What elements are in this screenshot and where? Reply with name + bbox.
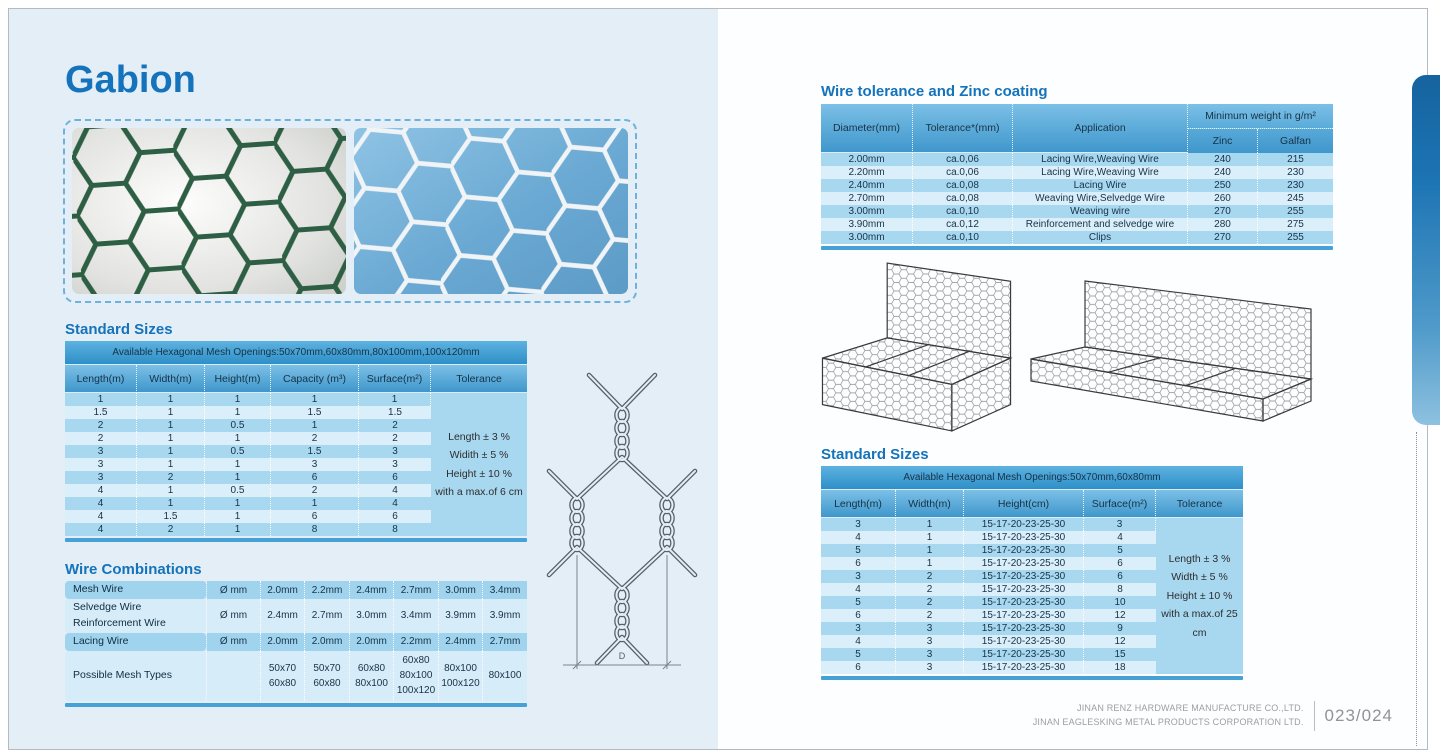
table-cell: 3 — [896, 635, 964, 648]
table-cell: Lacing Wire — [1013, 179, 1188, 192]
page-number: 023/024 — [1324, 706, 1393, 725]
table-cell: 4 — [359, 497, 431, 510]
table-cell: 1 — [137, 406, 205, 419]
wire-tolerance-heading: Wire tolerance and Zinc coating — [821, 83, 1048, 100]
table-cell: 3 — [359, 458, 431, 471]
right-standard-sizes-heading: Standard Sizes — [821, 446, 929, 463]
row-label: Selvedge Wire Reinforcement Wire — [65, 599, 207, 633]
table-cell: 60x80 80x100 — [350, 651, 394, 701]
table-cell: 3 — [896, 648, 964, 661]
table-row — [821, 218, 1333, 231]
column-header: Length(m) — [65, 365, 137, 393]
table-cell: 6 — [1084, 570, 1156, 583]
table-cell: 2.7mm — [483, 633, 527, 651]
table-cell: 4 — [65, 523, 137, 536]
table-cell: 10 — [1084, 596, 1156, 609]
hex-mesh-cell-drawing — [537, 357, 713, 679]
table-cell: 2 — [359, 432, 431, 445]
table-cell: 1 — [137, 419, 205, 432]
table-cell: 3 — [359, 445, 431, 458]
page-title: Gabion — [65, 59, 196, 101]
tolerance-note: Length ± 3 % Widith ± 5 % Height ± 10 % with a max.of 6 cm — [431, 393, 527, 536]
table-cell: 0.5 — [205, 445, 271, 458]
table-cell: 240 — [1188, 166, 1258, 179]
column-header: Height(cm) — [964, 490, 1084, 518]
left-standard-sizes-table — [65, 341, 527, 542]
company-names — [1033, 702, 1304, 730]
mesh-openings-note: Available Hexagonal Mesh Openings:50x70mm,60x80mm,80x100mm,100x120mm — [65, 341, 527, 365]
table-cell: 2.2mm — [305, 581, 350, 599]
table-cell: 4 — [65, 497, 137, 510]
wire-combinations-heading: Wire Combinations — [65, 561, 202, 578]
table-cell: 15-17-20-23-25-30 — [964, 622, 1084, 635]
photo-galvanized-mesh — [354, 128, 628, 294]
company-line-2: JINAN EAGLESKING METAL PRODUCTS CORPORATION LTD. — [1032, 717, 1304, 727]
table-cell: 3 — [65, 471, 137, 484]
table-cell: 2.0mm — [350, 633, 394, 651]
table-cell: 6 — [821, 609, 896, 622]
table-cell: 15-17-20-23-25-30 — [964, 518, 1084, 531]
table-cell: 6 — [1084, 557, 1156, 570]
gabion-mattress-drawing-large — [1023, 271, 1323, 439]
table-cell: 1 — [896, 557, 964, 570]
table-cell: 3.4mm — [394, 599, 439, 633]
table-cell: 270 — [1188, 205, 1258, 218]
table-cell: 2.20mm — [821, 166, 913, 179]
diameter-symbol-cell: Ø mm — [207, 581, 261, 599]
table-cell: 270 — [1188, 231, 1258, 244]
table-cell: 50x70 60x80 — [261, 651, 305, 701]
table-cell: ca.0,10 — [913, 231, 1013, 244]
table-cell: 15-17-20-23-25-30 — [964, 661, 1084, 674]
photo-green-pvc-mesh — [72, 128, 346, 294]
table-cell: 1.5 — [137, 510, 205, 523]
table-cell: Reinforcement and selvedge wire — [1013, 218, 1188, 231]
table-cell: 3.00mm — [821, 231, 913, 244]
table-cell: 230 — [1258, 166, 1333, 179]
table-cell: 1 — [65, 393, 137, 406]
table-cell: 15-17-20-23-25-30 — [964, 648, 1084, 661]
table-cell: 2.4mm — [350, 581, 394, 599]
table-cell: ca.0,06 — [913, 153, 1013, 166]
table-cell: 1 — [205, 393, 271, 406]
table-cell: 2 — [896, 583, 964, 596]
table-cell: 1 — [137, 445, 205, 458]
table-cell: 15-17-20-23-25-30 — [964, 570, 1084, 583]
column-header: Diameter(mm) — [821, 104, 913, 153]
column-header: Height(m) — [205, 365, 271, 393]
table-cell: 12 — [1084, 609, 1156, 622]
table-cell: 15-17-20-23-25-30 — [964, 609, 1084, 622]
column-header: Capacity (m³) — [271, 365, 359, 393]
table-cell: 215 — [1258, 153, 1333, 166]
table-cell: 3 — [821, 570, 896, 583]
table-accent-bar — [821, 676, 1243, 680]
table-cell: 2 — [65, 419, 137, 432]
table-cell: 2.2mm — [394, 633, 439, 651]
column-header: Galfan — [1258, 129, 1333, 153]
table-cell: 3 — [271, 458, 359, 471]
table-row — [65, 581, 527, 599]
table-row — [821, 205, 1333, 218]
table-cell: 2 — [359, 419, 431, 432]
table-cell: 6 — [359, 510, 431, 523]
table-cell: 275 — [1258, 218, 1333, 231]
table-cell: 260 — [1188, 192, 1258, 205]
table-cell: 15-17-20-23-25-30 — [964, 635, 1084, 648]
table-cell: 3.90mm — [821, 218, 913, 231]
table-cell: 3.0mm — [439, 581, 483, 599]
table-cell: 1 — [137, 484, 205, 497]
row-label: Lacing Wire — [65, 633, 207, 651]
table-cell: 1 — [137, 497, 205, 510]
table-cell: 1 — [137, 432, 205, 445]
table-row — [821, 231, 1333, 244]
mesh-openings-note: Available Hexagonal Mesh Openings:50x70mm,60x80mm — [821, 466, 1243, 490]
right-page — [718, 9, 1427, 749]
table-cell: 2.7mm — [305, 599, 350, 633]
column-header: Surface(m²) — [1084, 490, 1156, 518]
table-cell: 230 — [1258, 179, 1333, 192]
row-label: Mesh Wire — [65, 581, 207, 599]
wire-tolerance-table — [821, 104, 1333, 250]
table-cell: 3 — [65, 458, 137, 471]
table-cell: ca.0,10 — [913, 205, 1013, 218]
diameter-symbol-cell — [207, 651, 261, 701]
table-cell: 2 — [896, 570, 964, 583]
table-cell: 1 — [271, 393, 359, 406]
table-cell: 5 — [1084, 544, 1156, 557]
table-cell: 6 — [821, 661, 896, 674]
table-cell: 80x100 100x120 — [439, 651, 483, 701]
table-cell: 1 — [205, 432, 271, 445]
table-cell: 15-17-20-23-25-30 — [964, 596, 1084, 609]
table-cell: 0.5 — [205, 419, 271, 432]
tolerance-note: Length ± 3 % Width ± 5 % Height ± 10 % with a max.of 25 cm — [1156, 518, 1243, 674]
table-cell: 2 — [896, 609, 964, 622]
table-cell: 0.5 — [205, 484, 271, 497]
table-row — [65, 633, 527, 651]
gabion-box-illustration — [803, 257, 1028, 439]
table-cell: 280 — [1188, 218, 1258, 231]
table-row — [821, 518, 1243, 531]
table-cell: 8 — [359, 523, 431, 536]
table-cell: 255 — [1258, 205, 1333, 218]
table-cell: 1 — [271, 419, 359, 432]
diameter-symbol-cell: Ø mm — [207, 599, 261, 633]
row-label: Possible Mesh Types — [65, 651, 207, 701]
table-cell: 15-17-20-23-25-30 — [964, 557, 1084, 570]
table-cell: 3 — [896, 661, 964, 674]
table-cell: 4 — [65, 484, 137, 497]
table-cell: 6 — [271, 510, 359, 523]
column-header: Surface(m²) — [359, 365, 431, 393]
table-cell: 2.0mm — [261, 633, 305, 651]
table-cell: ca.0,12 — [913, 218, 1013, 231]
table-cell: 1.5 — [359, 406, 431, 419]
table-row — [821, 166, 1333, 179]
table-cell: 2.00mm — [821, 153, 913, 166]
table-cell: 2 — [137, 523, 205, 536]
table-cell: 2 — [271, 432, 359, 445]
page-footer — [821, 701, 1393, 731]
company-line-1: JINAN RENZ HARDWARE MANUFACTURE CO.,LTD. — [1077, 703, 1304, 714]
table-cell: 2.4mm — [261, 599, 305, 633]
gabion-mattress-illustration — [1023, 271, 1323, 439]
green-hex-mesh-image — [72, 128, 346, 294]
footer-divider — [1314, 701, 1315, 731]
table-cell: 1 — [896, 531, 964, 544]
table-cell: 1 — [271, 497, 359, 510]
table-cell: 1.5 — [271, 445, 359, 458]
table-cell: 3 — [65, 445, 137, 458]
table-cell: 60x80 80x100 100x120 — [394, 651, 439, 701]
table-cell: 1 — [205, 523, 271, 536]
table-cell: 1 — [205, 406, 271, 419]
table-cell: Weaving Wire,Selvedge Wire — [1013, 192, 1188, 205]
table-cell: 9 — [1084, 622, 1156, 635]
table-cell: 3 — [1084, 518, 1156, 531]
table-cell: 3.4mm — [483, 581, 527, 599]
gabion-basket-drawing-small — [803, 257, 1028, 439]
hex-mesh-diagram — [537, 357, 713, 679]
table-cell: 8 — [1084, 583, 1156, 596]
left-standard-sizes-heading: Standard Sizes — [65, 321, 173, 338]
table-row — [65, 599, 527, 633]
table-row — [821, 192, 1333, 205]
weight-group-header: Minimum weight in g/m² — [1188, 104, 1333, 129]
table-cell: 3.9mm — [439, 599, 483, 633]
page-edge-dotted-line — [1416, 432, 1417, 746]
right-standard-sizes-table — [821, 466, 1243, 680]
table-cell: 1 — [359, 393, 431, 406]
dimension-label: D — [618, 651, 626, 661]
catalog-spread — [8, 8, 1428, 750]
column-header: Tolerance — [431, 365, 527, 393]
column-header-row — [821, 490, 1243, 518]
table-cell: 2 — [896, 596, 964, 609]
table-cell: Clips — [1013, 231, 1188, 244]
column-header-row — [65, 365, 527, 393]
table-cell: 15-17-20-23-25-30 — [964, 583, 1084, 596]
table-cell: 3 — [896, 622, 964, 635]
table-cell: 1 — [205, 471, 271, 484]
table-cell: 3.00mm — [821, 205, 913, 218]
galvanized-hex-mesh-image — [354, 128, 628, 294]
table-cell: 15-17-20-23-25-30 — [964, 531, 1084, 544]
table-row — [821, 153, 1333, 166]
table-cell: 2.40mm — [821, 179, 913, 192]
table-cell: 245 — [1258, 192, 1333, 205]
column-header: Zinc — [1188, 129, 1258, 153]
table-cell: 3.9mm — [483, 599, 527, 633]
table-cell: ca.0,08 — [913, 179, 1013, 192]
table-cell: ca.0,08 — [913, 192, 1013, 205]
table-accent-bar — [821, 246, 1333, 250]
column-header: Tolerance — [1156, 490, 1243, 518]
table-cell: 1 — [896, 544, 964, 557]
table-cell: 1.5 — [271, 406, 359, 419]
table-cell: 1 — [205, 497, 271, 510]
table-cell: 4 — [821, 635, 896, 648]
table-cell: 15-17-20-23-25-30 — [964, 544, 1084, 557]
table-cell: 4 — [1084, 531, 1156, 544]
table-cell: Lacing Wire,Weaving Wire — [1013, 166, 1188, 179]
table-cell: 1 — [137, 458, 205, 471]
table-cell: 2 — [65, 432, 137, 445]
table-cell: 2 — [271, 484, 359, 497]
table-cell: 250 — [1188, 179, 1258, 192]
table-cell: 3 — [821, 518, 896, 531]
table-cell: 8 — [271, 523, 359, 536]
table-cell: 5 — [821, 544, 896, 557]
table-cell: 3 — [821, 622, 896, 635]
column-header: Width(m) — [137, 365, 205, 393]
table-cell: 2 — [137, 471, 205, 484]
table-cell: 15 — [1084, 648, 1156, 661]
diameter-symbol-cell: Ø mm — [207, 633, 261, 651]
page-edge-tab — [1412, 75, 1440, 425]
table-cell: 50x70 60x80 — [305, 651, 350, 701]
table-cell: 2.7mm — [394, 581, 439, 599]
table-row — [65, 651, 527, 701]
table-cell: 1.5 — [65, 406, 137, 419]
table-row — [65, 393, 527, 406]
table-accent-bar — [65, 538, 527, 542]
table-accent-bar — [65, 703, 527, 707]
table-cell: 1 — [205, 458, 271, 471]
table-cell: 80x100 — [483, 651, 527, 701]
column-header: Length(m) — [821, 490, 896, 518]
table-cell: 2.70mm — [821, 192, 913, 205]
wire-combinations-table — [65, 581, 527, 707]
table-cell: 5 — [821, 596, 896, 609]
table-cell: 2.0mm — [261, 581, 305, 599]
table-cell: 4 — [359, 484, 431, 497]
table-cell: 1 — [896, 518, 964, 531]
table-cell: 1 — [205, 510, 271, 523]
table-cell: Lacing Wire,Weaving Wire — [1013, 153, 1188, 166]
table-cell: 6 — [359, 471, 431, 484]
product-photos — [63, 119, 637, 303]
table-cell: 4 — [65, 510, 137, 523]
table-cell: 12 — [1084, 635, 1156, 648]
table-cell: 255 — [1258, 231, 1333, 244]
table-cell: 18 — [1084, 661, 1156, 674]
table-cell: 240 — [1188, 153, 1258, 166]
left-page — [9, 9, 718, 749]
table-cell: 6 — [271, 471, 359, 484]
table-cell: 2.0mm — [305, 633, 350, 651]
table-cell: ca.0,06 — [913, 166, 1013, 179]
table-cell: Weaving wire — [1013, 205, 1188, 218]
table-row — [821, 179, 1333, 192]
table-cell: 6 — [821, 557, 896, 570]
table-cell: 5 — [821, 648, 896, 661]
column-header: Application — [1013, 104, 1188, 153]
table-cell: 2.4mm — [439, 633, 483, 651]
column-header: Width(m) — [896, 490, 964, 518]
table-cell: 3.0mm — [350, 599, 394, 633]
table-cell: 4 — [821, 583, 896, 596]
table-cell: 4 — [821, 531, 896, 544]
table-cell: 1 — [137, 393, 205, 406]
column-header: Tolerance*(mm) — [913, 104, 1013, 153]
